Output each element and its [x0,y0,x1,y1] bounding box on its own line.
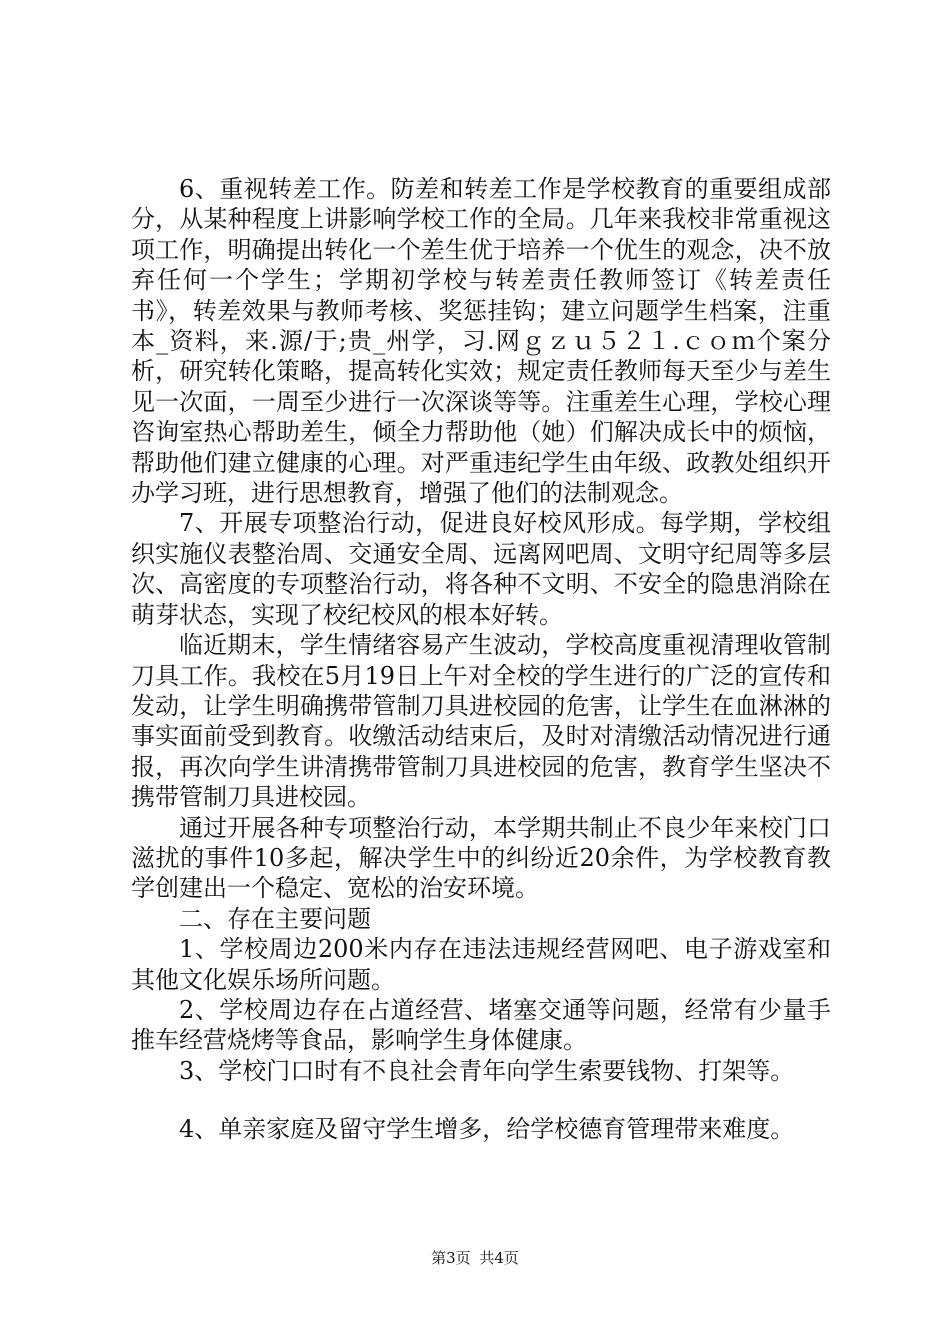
paragraph-item-7: 7、开展专项整治行动，促进良好校风形成。每学期，学校组织实施仪表整治周、交通安全周、远离网吧周、文明守纪周等多层次、高密度的专项整治行动，将各种不文明、不安全的隐患消除在萌芽状态，实现了校纪校风的根本好转。 [131,509,831,629]
problem-item-1: 1、学校周边200米内存在违法违规经营网吧、电子游戏室和其他文化娱乐场所问题。 [131,935,831,994]
paragraph-item-6: 6、重视转差工作。防差和转差工作是学校教育的重要组成部分，从某种程度上讲影响学校工作的全局。几年来我校非常重视这项工作，明确提出转化一个差生优于培养一个优生的观念，决不放弃任何一个学生；学期初学校与转差责任教师签订《转差责任书》，转差效果与教师考核、奖惩挂钩；建立问题学生档案，注重本_资料，来.源/于;贵_州学，习.网ｇｚｕ５２１.ｃｏｍ个案分析，研究转化策略，提高转化实效；规定责任教师每天至少与差生见一次面，一周至少进行一次深谈等等。注重差生心理，学校心理咨询室热心帮助差生，倾全力帮助他（她）们解决成长中的烦恼，帮助他们建立健康的心理。对严重违纪学生由年级、政教处组织开办学习班，进行思想教育，增强了他们的法制观念。 [131,175,831,508]
page-number: 第3页 [431,1249,471,1267]
paragraph-knife-collection: 临近期末，学生情绪容易产生波动，学校高度重视清理收管制刀具工作。我校在5月19日上午对全校的学生进行的广泛的宣传和发动，让学生明确携带管制刀具进校园的危害，让学生在血淋淋的事实面前受到教育。收缴活动结束后，及时对清缴活动情况进行通报，再次向学生讲清携带管制刀具进校园的危害，教育学生坚决不携带管制刀具进校园。 [131,631,831,812]
page-total: 共4页 [479,1249,519,1267]
document-body [131,174,831,1145]
paragraph-summary: 通过开展各种专项整治行动，本学期共制止不良少年来校门口滋扰的事件10多起，解决学生中的纠纷近20余件，为学校教育教学创建出一个稳定、宽松的治安环境。 [131,813,831,903]
page-footer [0,1247,950,1268]
problem-item-2: 2、学校周边存在占道经营、堵塞交通等问题，经常有少量手推车经营烧烤等食品，影响学生身体健康。 [131,995,831,1055]
section-heading-problems: 二、存在主要问题 [179,904,371,933]
problem-item-4: 4、单亲家庭及留守学生增多，给学校德育管理带来难度。 [179,1115,795,1144]
problem-item-3: 3、学校门口时有不良社会青年向学生索要钱物、打架等。 [179,1056,795,1085]
